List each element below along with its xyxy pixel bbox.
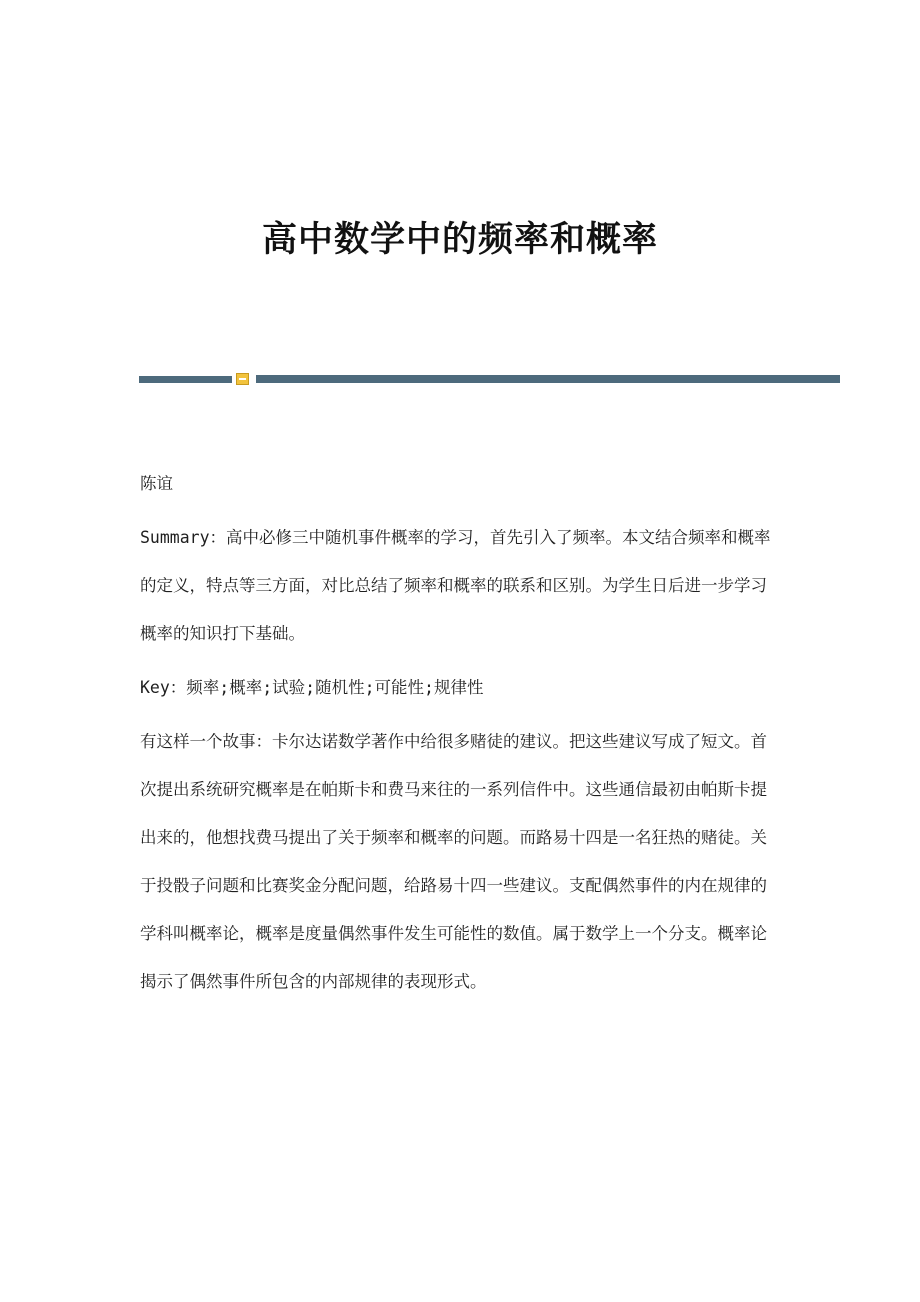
- page-title: 高中数学中的频率和概率: [261, 219, 658, 260]
- article-content: [140, 460, 782, 1006]
- author-name: 陈谊: [140, 474, 173, 493]
- divider-ornament-icon: [236, 373, 249, 385]
- keywords-line: Key：频率;概率;试验;随机性;可能性;规律性: [140, 678, 484, 697]
- divider-bar-left: [139, 376, 232, 383]
- body-paragraph: 有这样一个故事：卡尔达诺数学著作中给很多赌徒的建议。把这些建议写成了短文。首次提出系统研究概率是在帕斯卡和费马来往的一系列信件中。这些通信最初由帕斯卡提出来的，他想找费马提出了关于频率和概率的问题。而路易十四是一名狂热的赌徒。关于投骰子问题和比赛奖金分配问题，给路易十四一些建议。支配偶然事件的内在规律的学科叫概率论，概率是度量偶然事件发生可能性的数值。属于数学上一个分支。概率论揭示了偶然事件所包含的内部规律的表现形式。: [140, 732, 767, 991]
- title-divider: [139, 371, 840, 387]
- divider-bar-right: [256, 375, 840, 383]
- summary-paragraph: Summary：高中必修三中随机事件概率的学习，首先引入了频率。本文结合频率和概率的定义，特点等三方面，对比总结了频率和概率的联系和区别。为学生日后进一步学习概率的知识打下基础。: [140, 528, 771, 643]
